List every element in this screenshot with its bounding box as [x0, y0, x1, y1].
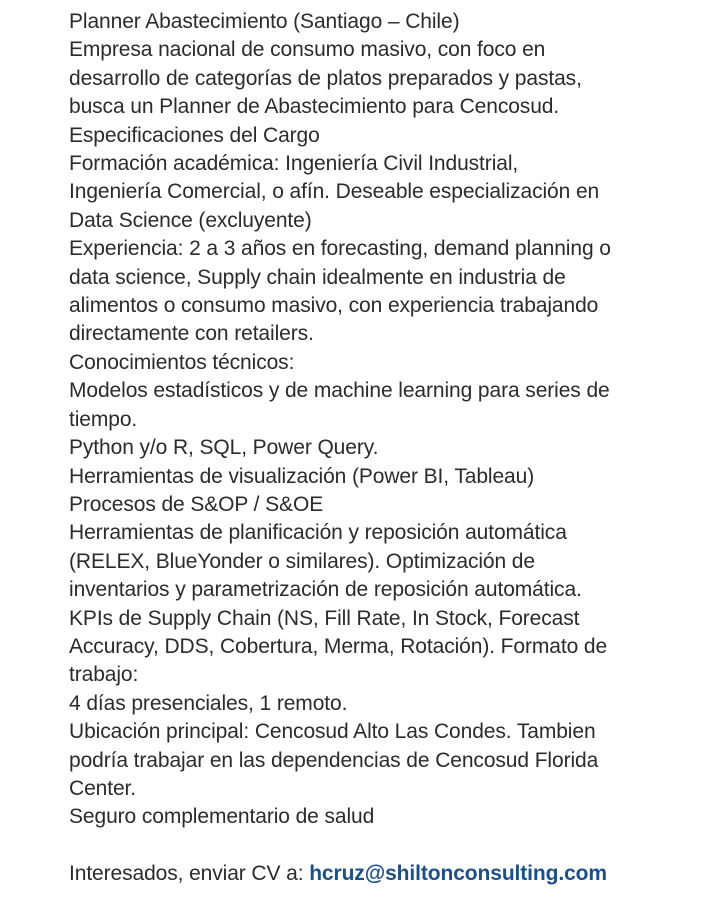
post-text-line: Python y/o R, SQL, Power Query. — [69, 436, 379, 460]
blank-line-spacer — [69, 832, 709, 860]
post-text-line: busca un Planner de Abastecimiento para Cencosud. — [69, 95, 560, 119]
contact-line — [69, 860, 709, 888]
post-text-line: Formación académica: Ingeniería Civil Industrial, — [69, 152, 519, 176]
post-text-line: 4 días presenciales, 1 remoto. — [69, 691, 348, 715]
post-text-line: data science, Supply chain idealmente en industria de — [69, 265, 566, 289]
post-text-line: Center. — [69, 776, 137, 800]
post-text-line: podría trabajar en las dependencias de Cencosud Florida — [69, 748, 599, 772]
post-text-line: trabajo: — [69, 663, 139, 687]
contact-prefix: Interesados, enviar CV a: — [69, 861, 310, 885]
post-text-line: Data Science (excluyente) — [69, 208, 312, 232]
post-text-line: Modelos estadísticos y de machine learning para series de — [69, 379, 610, 403]
post-text-line: tiempo. — [69, 407, 138, 431]
post-text-line: Ingeniería Comercial, o afín. Deseable especialización en — [69, 180, 600, 204]
post-text-line: directamente con retailers. — [69, 322, 314, 346]
post-text-line: Experiencia: 2 a 3 años en forecasting, demand planning o — [69, 237, 611, 261]
job-post — [69, 8, 709, 888]
job-title-line: Planner Abastecimiento (Santiago – Chile) — [69, 10, 460, 33]
post-text-line: Accuracy, DDS, Cobertura, Merma, Rotación). Formato de — [69, 634, 608, 658]
section-heading-line: Especificaciones del Cargo — [69, 123, 320, 147]
post-text-line: Herramientas de visualización (Power BI, Tableau) — [69, 464, 535, 488]
post-text-line: Seguro complementario de salud — [69, 805, 375, 829]
post-text-line: desarrollo de categorías de platos preparados y pastas, — [69, 66, 582, 90]
post-text-line: Ubicación principal: Cencosud Alto Las Condes. Tambien — [69, 720, 596, 744]
post-text-line: Empresa nacional de consumo masivo, con foco en — [69, 38, 546, 62]
post-text-line: Herramientas de planificación y reposición automática — [69, 521, 567, 545]
post-text-line: alimentos o consumo masivo, con experiencia trabajando — [69, 294, 599, 318]
contact-email-link[interactable]: hcruz@shiltonconsulting.com — [309, 861, 607, 885]
post-text-line: inventarios y parametrización de reposición automática. — [69, 578, 582, 602]
post-text-line: (RELEX, BlueYonder o similares). Optimización de — [69, 549, 535, 573]
post-text-line: KPIs de Supply Chain (NS, Fill Rate, In Stock, Forecast — [69, 606, 580, 630]
post-text-line: Procesos de S&OP / S&OE — [69, 492, 324, 516]
section-heading-line: Conocimientos técnicos: — [69, 350, 295, 374]
